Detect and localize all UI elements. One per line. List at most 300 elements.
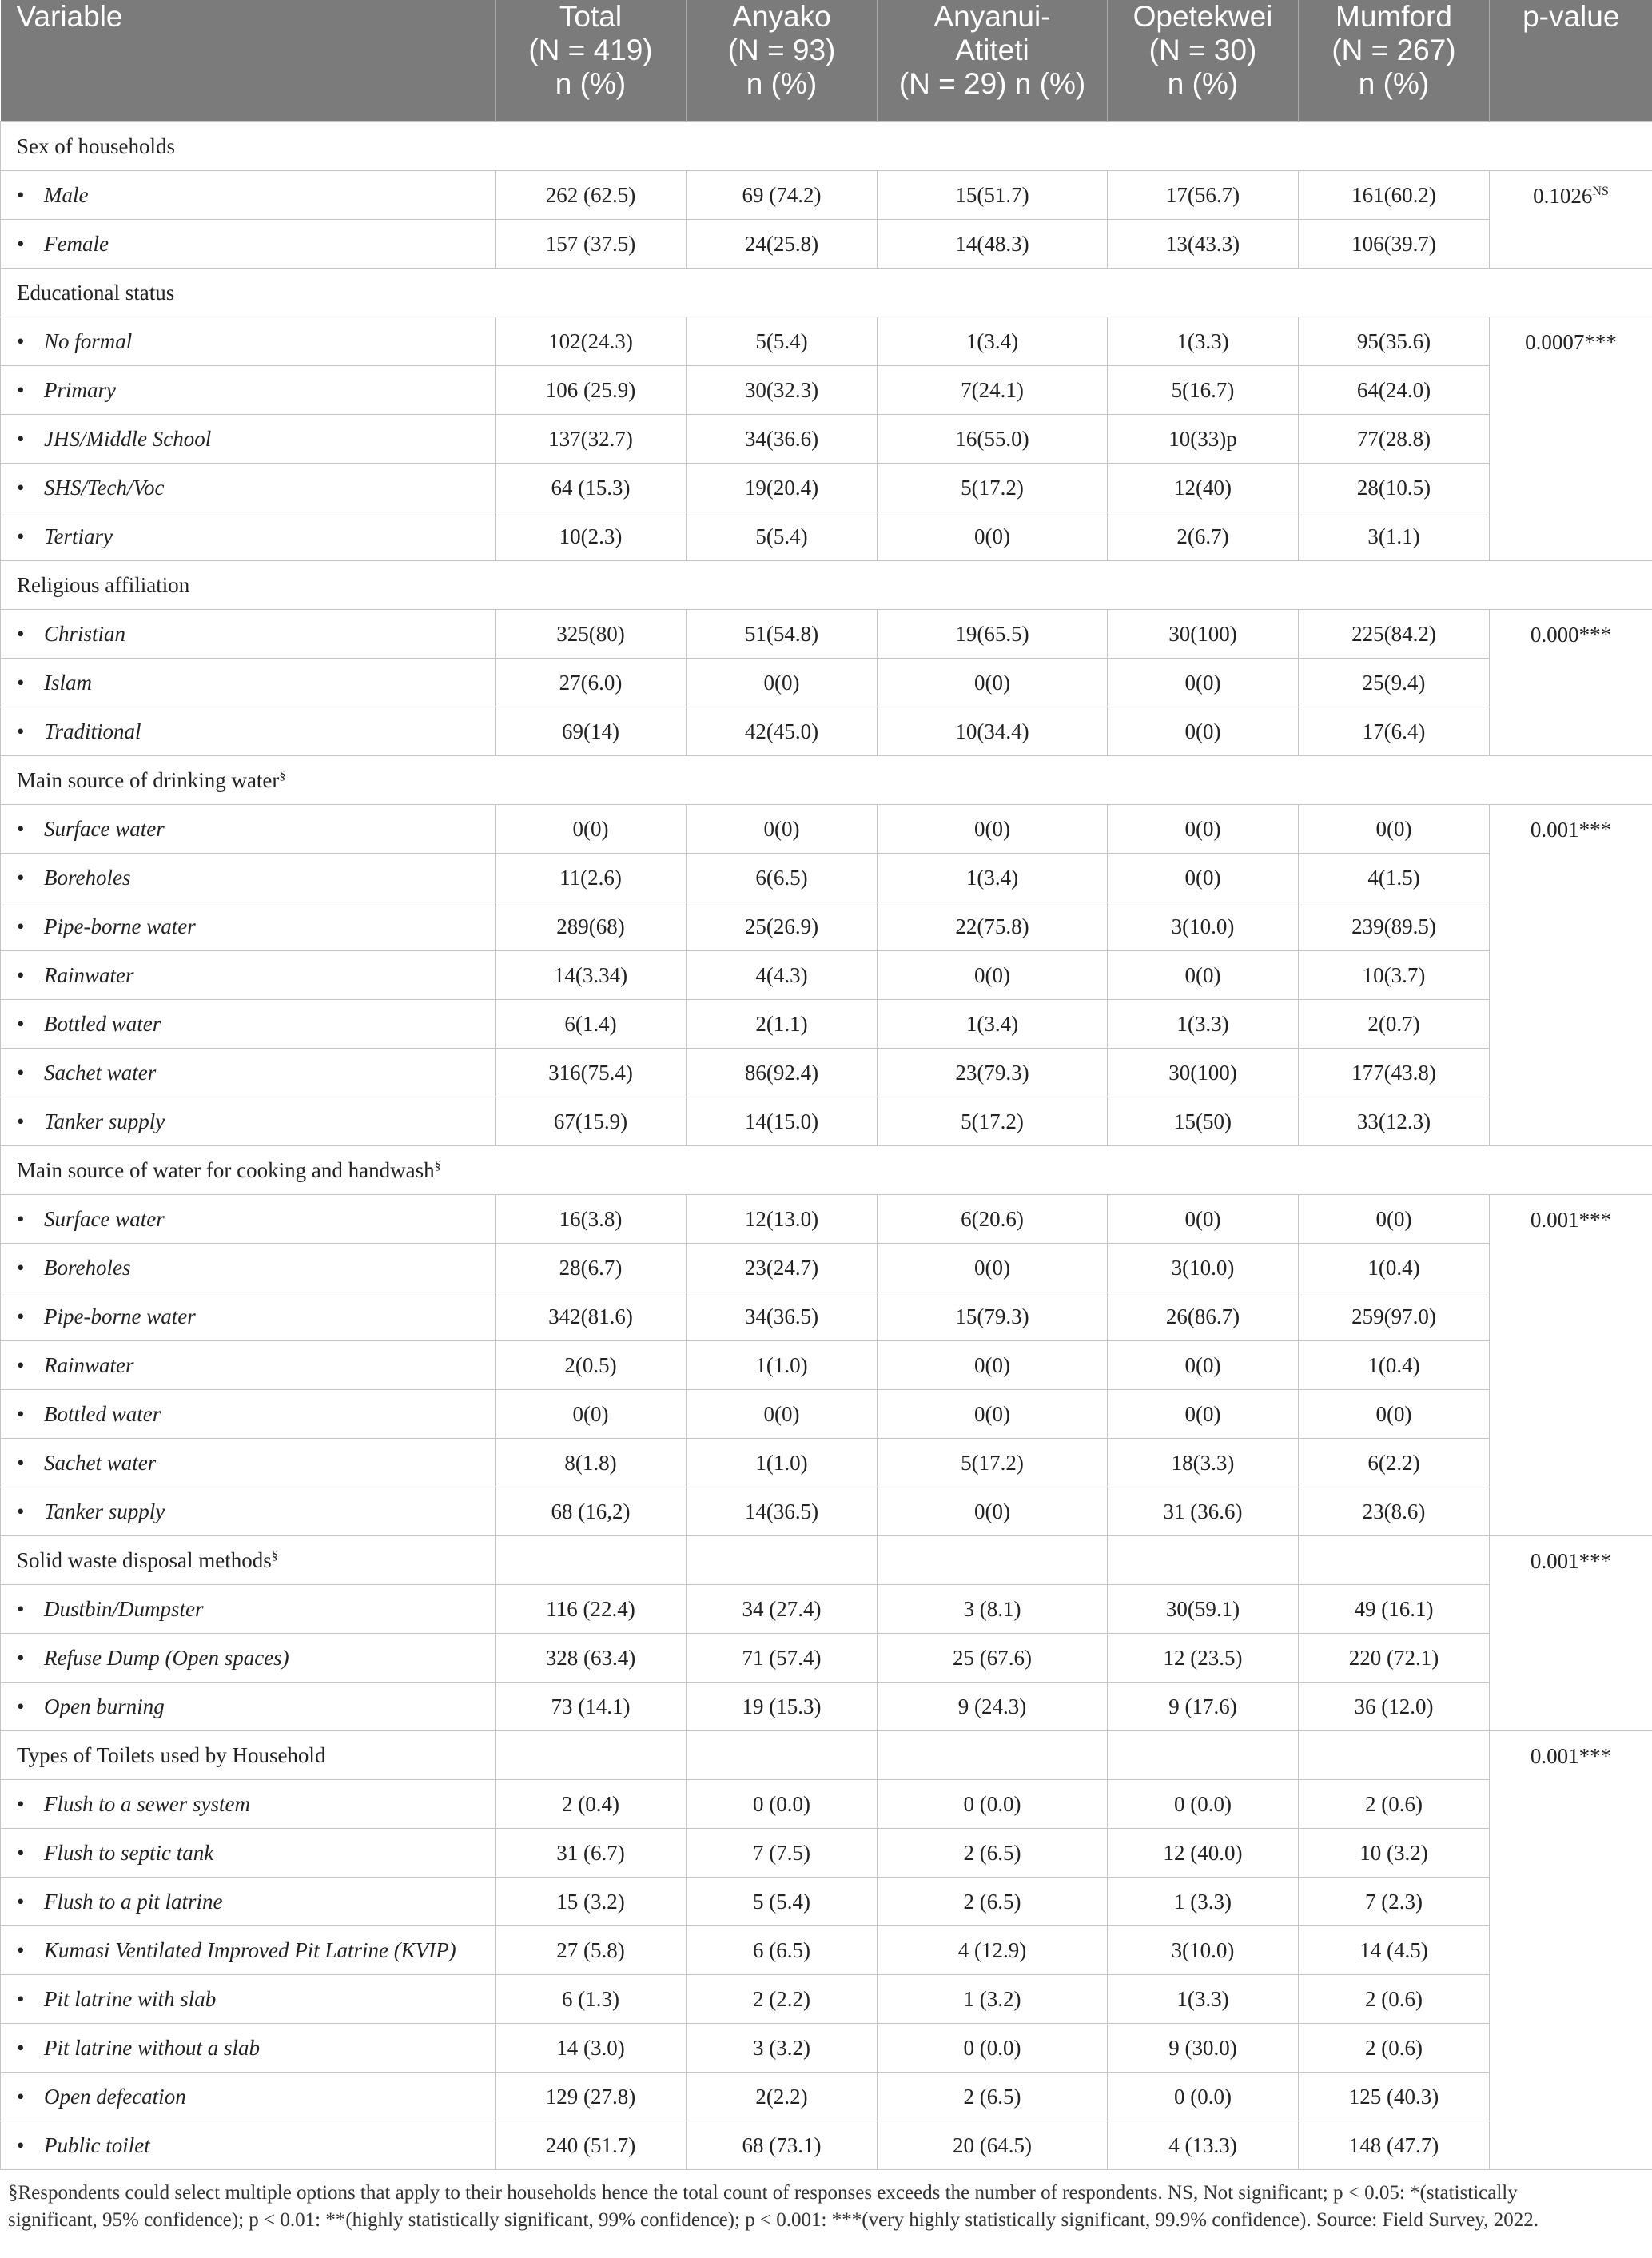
section-title: Educational status [17, 280, 175, 305]
value-cell: 0(0) [1108, 1195, 1299, 1244]
section-title: Solid waste disposal methods [17, 1547, 272, 1572]
value-cell: 15(79.3) [878, 1292, 1108, 1341]
value-cell: 10 (3.2) [1299, 1829, 1490, 1878]
bullet-icon: • [17, 1889, 25, 1914]
bullet-icon: • [17, 524, 25, 548]
value-cell: 4 (12.9) [878, 1926, 1108, 1975]
bullet-icon: • [17, 1206, 25, 1231]
row-label: No formal [44, 329, 133, 353]
footnote-line-2: significant, 95% confidence); p < 0.01: **(highly statistically significant, 99% confidence); p < 0.001: ***(very highly statistically significant, 99.9% confidence). Source: Field Survey, 2022. [8, 2209, 1539, 2231]
value-cell: 2(1.1) [687, 1000, 878, 1049]
row-label-cell [1, 1878, 496, 1926]
row-label: Pit latrine without a slab [44, 2035, 261, 2060]
row-label: Rainwater [44, 1352, 134, 1377]
value-cell: 12(40) [1108, 464, 1299, 512]
bullet-icon: • [17, 1352, 25, 1377]
bullet-icon: • [17, 816, 25, 841]
row-label-cell [1, 464, 496, 512]
value-cell: 0(0) [878, 951, 1108, 1000]
table-row [1, 1292, 1652, 1341]
value-cell: 14 (3.0) [496, 2024, 687, 2073]
value-cell: 2(6.7) [1108, 512, 1299, 561]
value-cell: 86(92.4) [687, 1049, 878, 1097]
row-label: JHS/Middle School [44, 426, 212, 451]
value-cell: 0(0) [1108, 951, 1299, 1000]
row-label: Christian [44, 621, 126, 646]
value-cell: 19 (15.3) [687, 1683, 878, 1731]
value-cell: 0(0) [1108, 1390, 1299, 1439]
row-label-cell [1, 2121, 496, 2170]
section-title-cell [1, 1536, 496, 1585]
table-row [1, 951, 1652, 1000]
value-cell: 0(0) [496, 1390, 687, 1439]
column-header-line: (N = 30) [1148, 34, 1257, 66]
value-cell: 2 (0.4) [496, 1780, 687, 1829]
table-row [1, 2073, 1652, 2121]
row-label: SHS/Tech/Voc [44, 475, 165, 500]
empty-cell [687, 1536, 878, 1585]
bullet-icon: • [17, 1840, 25, 1865]
row-label: Dustbin/Dumpster [44, 1596, 204, 1621]
value-cell: 14(36.5) [687, 1487, 878, 1536]
value-cell: 3(1.1) [1299, 512, 1490, 561]
value-cell: 10(2.3) [496, 512, 687, 561]
value-cell: 14(3.34) [496, 951, 687, 1000]
value-cell: 23(8.6) [1299, 1487, 1490, 1536]
value-cell: 18(3.3) [1108, 1439, 1299, 1487]
row-label: Surface water [44, 816, 165, 841]
value-cell: 0 (0.0) [1108, 2073, 1299, 2121]
column-header-3 [878, 0, 1108, 122]
value-cell: 6 (6.5) [687, 1926, 878, 1975]
row-label-cell [1, 1341, 496, 1390]
value-cell: 7(24.1) [878, 366, 1108, 415]
row-label: Male [44, 182, 89, 207]
p-value: 0.1026 [1533, 184, 1593, 208]
value-cell: 0(0) [687, 805, 878, 854]
bullet-icon: • [17, 865, 25, 890]
column-header-5 [1299, 0, 1490, 122]
column-header-line: Variable [16, 0, 123, 33]
value-cell: 2 (6.5) [878, 1829, 1108, 1878]
value-cell: 5(5.4) [687, 317, 878, 366]
value-cell: 1 (3.3) [1108, 1878, 1299, 1926]
bullet-icon: • [17, 231, 25, 256]
value-cell: 239(89.5) [1299, 902, 1490, 951]
value-cell: 1 (3.2) [878, 1975, 1108, 2024]
section-footnote-mark: § [279, 768, 286, 783]
row-label-cell [1, 854, 496, 902]
section-title-cell [1, 269, 1652, 317]
value-cell: 1(3.3) [1108, 1975, 1299, 2024]
bullet-icon: • [17, 1109, 25, 1133]
row-label: Public toilet [44, 2133, 150, 2157]
row-label: Flush to a sewer system [44, 1791, 250, 1816]
bullet-icon: • [17, 1986, 25, 2011]
row-label-cell [1, 1634, 496, 1683]
section-footnote-mark: § [271, 1548, 278, 1563]
p-value: 0.001*** [1530, 818, 1612, 842]
value-cell: 49 (16.1) [1299, 1585, 1490, 1634]
table-row [1, 1878, 1652, 1926]
row-label: Flush to a pit latrine [44, 1889, 223, 1914]
value-cell: 5(17.2) [878, 464, 1108, 512]
row-label: Kumasi Ventilated Improved Pit Latrine (KVIP) [44, 1937, 456, 1962]
value-cell: 2 (0.6) [1299, 1780, 1490, 1829]
row-label-cell [1, 2073, 496, 2121]
row-label: Pit latrine with slab [44, 1986, 217, 2011]
table-row [1, 707, 1652, 756]
value-cell: 19(65.5) [878, 610, 1108, 659]
value-cell: 7 (2.3) [1299, 1878, 1490, 1926]
value-cell: 13(43.3) [1108, 220, 1299, 269]
footnote-line-1: §Respondents could select multiple options that apply to their households hence the total count of responses exceeds the number of respondents. NS, Not significant; p < 0.05: *(statistically [8, 2182, 1518, 2204]
table-body [1, 122, 1652, 2170]
empty-cell [496, 1536, 687, 1585]
p-value: 0.001*** [1530, 1744, 1612, 1768]
value-cell: 36 (12.0) [1299, 1683, 1490, 1731]
row-label: Boreholes [44, 865, 131, 890]
value-cell: 17(6.4) [1299, 707, 1490, 756]
value-cell: 1(3.4) [878, 317, 1108, 366]
column-header-line: Anyanui- [933, 0, 1051, 33]
value-cell: 30(100) [1108, 1049, 1299, 1097]
row-label: Tertiary [44, 524, 113, 548]
value-cell: 0(0) [878, 1244, 1108, 1292]
value-cell: 10(33)p [1108, 415, 1299, 464]
value-cell: 129 (27.8) [496, 2073, 687, 2121]
table-row [1, 2121, 1652, 2170]
row-label-cell [1, 610, 496, 659]
empty-cell [687, 1731, 878, 1780]
value-cell: 22(75.8) [878, 902, 1108, 951]
bullet-icon: • [17, 670, 25, 695]
section-title: Sex of households [17, 133, 175, 158]
value-cell: 3(10.0) [1108, 1244, 1299, 1292]
row-label-cell [1, 805, 496, 854]
column-header-line: Total [559, 0, 623, 33]
value-cell: 71 (57.4) [687, 1634, 878, 1683]
value-cell: 28(6.7) [496, 1244, 687, 1292]
table-row [1, 1097, 1652, 1146]
section-header-row [1, 561, 1652, 610]
bullet-icon: • [17, 914, 25, 938]
bullet-icon: • [17, 1937, 25, 1962]
row-label: Open burning [44, 1694, 165, 1718]
table-row [1, 1683, 1652, 1731]
value-cell: 125 (40.3) [1299, 2073, 1490, 2121]
section-footnote-mark: § [434, 1158, 441, 1173]
value-cell: 0(0) [1108, 659, 1299, 707]
value-cell: 12(13.0) [687, 1195, 878, 1244]
p-value-cell [1490, 1731, 1652, 2170]
value-cell: 102(24.3) [496, 317, 687, 366]
row-label: Islam [44, 670, 92, 695]
row-label: Tanker supply [44, 1109, 165, 1133]
section-title-cell [1, 1731, 496, 1780]
table-row [1, 1975, 1652, 2024]
row-label-cell [1, 1780, 496, 1829]
section-title: Main source of drinking water [17, 767, 280, 792]
value-cell: 3(10.0) [1108, 1926, 1299, 1975]
row-label: Surface water [44, 1206, 165, 1231]
row-label: Sachet water [44, 1060, 157, 1085]
column-header-6 [1490, 0, 1652, 122]
bullet-icon: • [17, 377, 25, 402]
value-cell: 14(48.3) [878, 220, 1108, 269]
p-value: 0.0007*** [1525, 330, 1617, 354]
table-row [1, 317, 1652, 366]
table-row [1, 1000, 1652, 1049]
bullet-icon: • [17, 1401, 25, 1426]
value-cell: 19(20.4) [687, 464, 878, 512]
value-cell: 342(81.6) [496, 1292, 687, 1341]
row-label: Rainwater [44, 962, 134, 987]
row-label-cell [1, 1195, 496, 1244]
value-cell: 2(2.2) [687, 2073, 878, 2121]
value-cell: 0 (0.0) [1108, 1780, 1299, 1829]
bullet-icon: • [17, 2035, 25, 2060]
value-cell: 10(34.4) [878, 707, 1108, 756]
p-value-cell [1490, 317, 1652, 561]
value-cell: 25(9.4) [1299, 659, 1490, 707]
value-cell: 6 (1.3) [496, 1975, 687, 2024]
row-label: Refuse Dump (Open spaces) [44, 1645, 289, 1670]
p-value-cell [1490, 171, 1652, 269]
bullet-icon: • [17, 182, 25, 207]
value-cell: 4 (13.3) [1108, 2121, 1299, 2170]
value-cell: 1(1.0) [687, 1341, 878, 1390]
column-header-line: n (%) [1358, 67, 1430, 100]
value-cell: 73 (14.1) [496, 1683, 687, 1731]
row-label-cell [1, 1487, 496, 1536]
value-cell: 0(0) [878, 1390, 1108, 1439]
value-cell: 69(14) [496, 707, 687, 756]
empty-cell [496, 1731, 687, 1780]
column-header-0 [1, 0, 496, 122]
value-cell: 6(2.2) [1299, 1439, 1490, 1487]
value-cell: 259(97.0) [1299, 1292, 1490, 1341]
bullet-icon: • [17, 621, 25, 646]
table-row [1, 659, 1652, 707]
value-cell: 14 (4.5) [1299, 1926, 1490, 1975]
section-title-cell [1, 756, 1652, 805]
value-cell: 2(0.5) [496, 1341, 687, 1390]
column-header-line: n (%) [746, 67, 818, 100]
value-cell: 1(3.3) [1108, 1000, 1299, 1049]
table-row [1, 1926, 1652, 1975]
value-cell: 1(3.4) [878, 1000, 1108, 1049]
value-cell: 64(24.0) [1299, 366, 1490, 415]
value-cell: 328 (63.4) [496, 1634, 687, 1683]
value-cell: 0(0) [687, 659, 878, 707]
row-label-cell [1, 1439, 496, 1487]
p-value-cell [1490, 1536, 1652, 1731]
p-value: 0.000*** [1530, 623, 1612, 647]
value-cell: 34(36.6) [687, 415, 878, 464]
bullet-icon: • [17, 1011, 25, 1036]
table-row [1, 902, 1652, 951]
section-header-row [1, 122, 1652, 171]
row-label-cell [1, 2024, 496, 2073]
row-label-cell [1, 220, 496, 269]
empty-cell [878, 1536, 1108, 1585]
row-label: Female [44, 231, 109, 256]
row-label-cell [1, 171, 496, 220]
table-row [1, 366, 1652, 415]
value-cell: 0(0) [878, 512, 1108, 561]
p-value-note: NS [1592, 185, 1609, 198]
row-label-cell [1, 1683, 496, 1731]
bullet-icon: • [17, 1060, 25, 1085]
value-cell: 0(0) [1299, 805, 1490, 854]
bullet-icon: • [17, 329, 25, 353]
section-title: Types of Toilets used by Household [17, 1742, 326, 1767]
value-cell: 69 (74.2) [687, 171, 878, 220]
column-header-line: (N = 93) [727, 34, 836, 66]
value-cell: 51(54.8) [687, 610, 878, 659]
table-row [1, 1390, 1652, 1439]
empty-cell [1299, 1536, 1490, 1585]
row-label: Flush to septic tank [44, 1840, 214, 1865]
value-cell: 95(35.6) [1299, 317, 1490, 366]
row-label-cell [1, 707, 496, 756]
value-cell: 17(56.7) [1108, 171, 1299, 220]
value-cell: 240 (51.7) [496, 2121, 687, 2170]
value-cell: 15(50) [1108, 1097, 1299, 1146]
value-cell: 30(59.1) [1108, 1585, 1299, 1634]
value-cell: 24(25.8) [687, 220, 878, 269]
value-cell: 34(36.5) [687, 1292, 878, 1341]
p-value-cell [1490, 1195, 1652, 1536]
value-cell: 77(28.8) [1299, 415, 1490, 464]
table-row [1, 1487, 1652, 1536]
value-cell: 1(3.4) [878, 854, 1108, 902]
row-label: Bottled water [44, 1011, 161, 1036]
value-cell: 5(17.2) [878, 1439, 1108, 1487]
bullet-icon: • [17, 475, 25, 500]
value-cell: 5(17.2) [878, 1097, 1108, 1146]
table-header [1, 0, 1652, 122]
p-value: 0.001*** [1530, 1549, 1612, 1573]
value-cell: 9 (24.3) [878, 1683, 1108, 1731]
column-header-line: Opetekwei [1133, 0, 1273, 33]
row-label-cell [1, 951, 496, 1000]
value-cell: 148 (47.7) [1299, 2121, 1490, 2170]
value-cell: 3 (8.1) [878, 1585, 1108, 1634]
value-cell: 0(0) [1108, 854, 1299, 902]
value-cell: 12 (40.0) [1108, 1829, 1299, 1878]
value-cell: 0(0) [1108, 1341, 1299, 1390]
empty-cell [1108, 1731, 1299, 1780]
bullet-icon: • [17, 1450, 25, 1475]
value-cell: 64 (15.3) [496, 464, 687, 512]
row-label: Tanker supply [44, 1499, 165, 1523]
table-row [1, 610, 1652, 659]
value-cell: 0(0) [496, 805, 687, 854]
value-cell: 12 (23.5) [1108, 1634, 1299, 1683]
value-cell: 7 (7.5) [687, 1829, 878, 1878]
value-cell: 16(3.8) [496, 1195, 687, 1244]
bullet-icon: • [17, 1499, 25, 1523]
value-cell: 220 (72.1) [1299, 1634, 1490, 1683]
row-label-cell [1, 902, 496, 951]
value-cell: 10(3.7) [1299, 951, 1490, 1000]
value-cell: 262 (62.5) [496, 171, 687, 220]
table-row [1, 1780, 1652, 1829]
bullet-icon: • [17, 1791, 25, 1816]
table-row [1, 512, 1652, 561]
column-header-line: n (%) [555, 67, 627, 100]
column-header-line: (N = 419) [528, 34, 653, 66]
value-cell: 67(15.9) [496, 1097, 687, 1146]
row-label: Pipe-borne water [44, 1304, 196, 1328]
value-cell: 137(32.7) [496, 415, 687, 464]
p-value-cell [1490, 610, 1652, 756]
value-cell: 27(6.0) [496, 659, 687, 707]
column-header-line: (N = 29) n (%) [898, 67, 1086, 100]
section-header-row [1, 756, 1652, 805]
value-cell: 116 (22.4) [496, 1585, 687, 1634]
row-label-cell [1, 415, 496, 464]
bullet-icon: • [17, 962, 25, 987]
section-title-cell [1, 1146, 1652, 1195]
table-row [1, 1341, 1652, 1390]
value-cell: 2 (6.5) [878, 2073, 1108, 2121]
column-header-line: p-value [1523, 0, 1620, 33]
row-label: Boreholes [44, 1255, 131, 1280]
value-cell: 33(12.3) [1299, 1097, 1490, 1146]
row-label-cell [1, 659, 496, 707]
value-cell: 225(84.2) [1299, 610, 1490, 659]
value-cell: 14(15.0) [687, 1097, 878, 1146]
value-cell: 325(80) [496, 610, 687, 659]
value-cell: 31 (36.6) [1108, 1487, 1299, 1536]
row-label-cell [1, 1975, 496, 2024]
column-header-line: Anyako [732, 0, 831, 33]
value-cell: 0(0) [1108, 805, 1299, 854]
value-cell: 30(100) [1108, 610, 1299, 659]
value-cell: 316(75.4) [496, 1049, 687, 1097]
row-label: Bottled water [44, 1401, 161, 1426]
row-label-cell [1, 1390, 496, 1439]
section-header-row [1, 269, 1652, 317]
value-cell: 30(32.3) [687, 366, 878, 415]
bullet-icon: • [17, 719, 25, 743]
value-cell: 289(68) [496, 902, 687, 951]
bullet-icon: • [17, 1304, 25, 1328]
bullet-icon: • [17, 2133, 25, 2157]
value-cell: 23(79.3) [878, 1049, 1108, 1097]
section-header-row [1, 1536, 1652, 1585]
value-cell: 1(0.4) [1299, 1244, 1490, 1292]
row-label-cell [1, 1097, 496, 1146]
column-header-line: Atiteti [955, 34, 1029, 66]
table-row [1, 1195, 1652, 1244]
section-header-row [1, 1731, 1652, 1780]
value-cell: 3(10.0) [1108, 902, 1299, 951]
value-cell: 20 (64.5) [878, 2121, 1108, 2170]
value-cell: 177(43.8) [1299, 1049, 1490, 1097]
value-cell: 0(0) [878, 805, 1108, 854]
column-header-4 [1108, 0, 1299, 122]
value-cell: 34 (27.4) [687, 1585, 878, 1634]
value-cell: 42(45.0) [687, 707, 878, 756]
p-value: 0.001*** [1530, 1208, 1612, 1232]
row-label: Traditional [44, 719, 141, 743]
section-header-row [1, 1146, 1652, 1195]
value-cell: 9 (30.0) [1108, 2024, 1299, 2073]
